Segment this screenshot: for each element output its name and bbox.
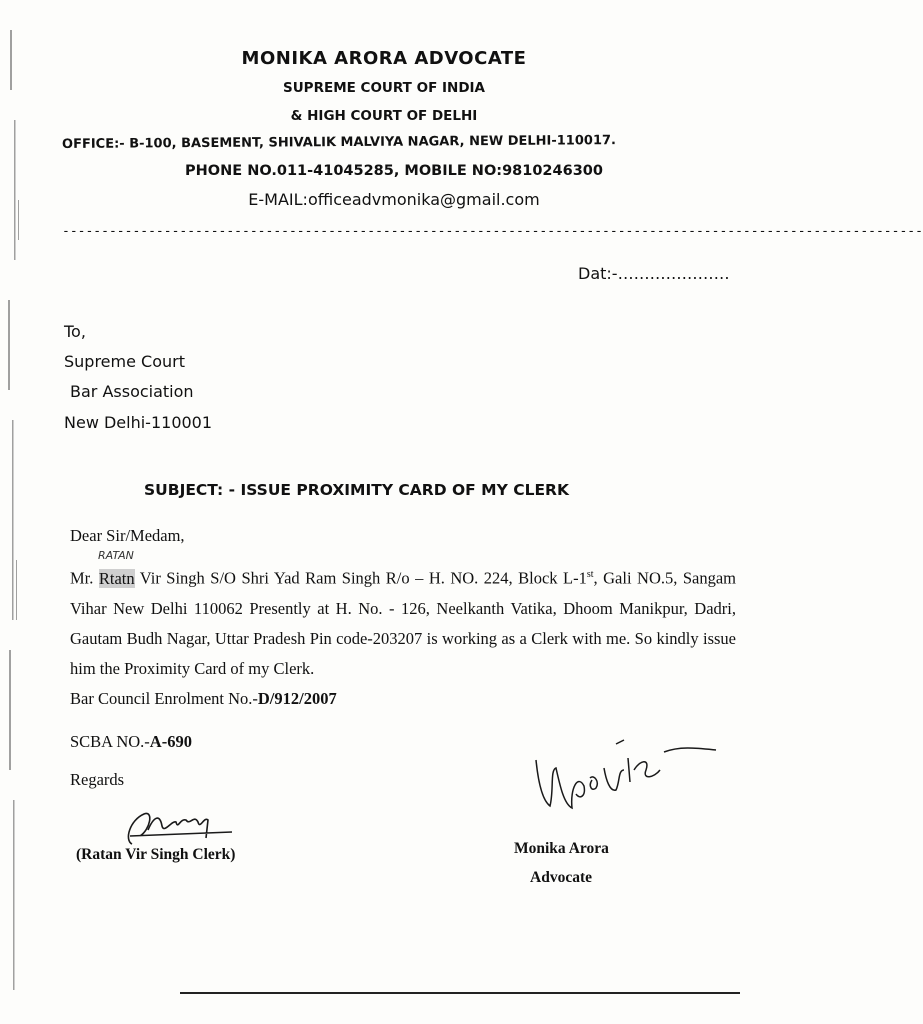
struck-name: Rtatn bbox=[98, 568, 135, 588]
advocate-title: Advocate bbox=[530, 869, 592, 886]
advocate-signature-image bbox=[520, 730, 720, 820]
date-field: Dat:-………………… bbox=[578, 264, 730, 283]
bottom-edge-line bbox=[180, 992, 740, 994]
subject-line: SUBJECT: - ISSUE PROXIMITY CARD OF MY CLERK bbox=[144, 481, 569, 499]
scba-label: SCBA NO.- bbox=[70, 732, 150, 751]
body-paragraph bbox=[70, 560, 736, 684]
enrolment-line bbox=[70, 689, 337, 709]
office-address: OFFICE:- B-100, BASEMENT, SHIVALIK MALVIYA NAGAR, NEW DELHI-110017. bbox=[61, 133, 617, 152]
scba-value: A-690 bbox=[149, 732, 192, 751]
superscript-st: st bbox=[586, 569, 594, 580]
scan-edge-noise bbox=[0, 0, 42, 1024]
scba-line bbox=[70, 732, 192, 752]
enrolment-label: Bar Council Enrolment No.- bbox=[70, 689, 258, 708]
enrolment-value: D/912/2007 bbox=[257, 689, 337, 708]
advocate-name-heading: MONIKA ARORA ADVOCATE bbox=[241, 48, 527, 69]
recipient-line-1: Supreme Court bbox=[64, 352, 185, 371]
clerk-signature-name: (Ratan Vir Singh Clerk) bbox=[76, 846, 236, 863]
recipient-to: To, bbox=[64, 322, 86, 341]
dashed-divider: -------------------------------------------------------------------------------------------------------------- bbox=[62, 224, 923, 239]
salutation: Dear Sir/Medam, bbox=[70, 526, 185, 545]
handwritten-name-correction: RATAN bbox=[98, 549, 134, 562]
regards: Regards bbox=[70, 770, 125, 789]
body-text-part-2: , Gali NO.5, Sangam Vihar New Delhi 110062 Presently at H. No. - 126, Neelkanth Vatika, Dhoom Manikpur, Dadri, Gautam Budh Nagar, Uttar Pradesh Pin code-203207 is working as a Clerk with me. So kindly issue him the Proximity Card of my Clerk. bbox=[70, 568, 736, 678]
court-line-1: SUPREME COURT OF INDIA bbox=[283, 80, 485, 96]
phone-line: PHONE NO.011-41045285, MOBILE NO:9810246300 bbox=[185, 163, 603, 179]
body-text-part-1: Vir Singh S/O Shri Yad Ram Singh R/o – H. NO. 224, Block L-1 bbox=[134, 568, 587, 588]
recipient-line-2: Bar Association bbox=[70, 382, 194, 401]
court-line-2: & HIGH COURT OF DELHI bbox=[290, 108, 478, 124]
recipient-line-3: New Delhi-110001 bbox=[64, 413, 213, 432]
mr-prefix: Mr. bbox=[70, 568, 94, 588]
advocate-name: Monika Arora bbox=[514, 840, 609, 857]
email-line: E-MAIL:officeadvmonika@gmail.com bbox=[248, 190, 540, 209]
